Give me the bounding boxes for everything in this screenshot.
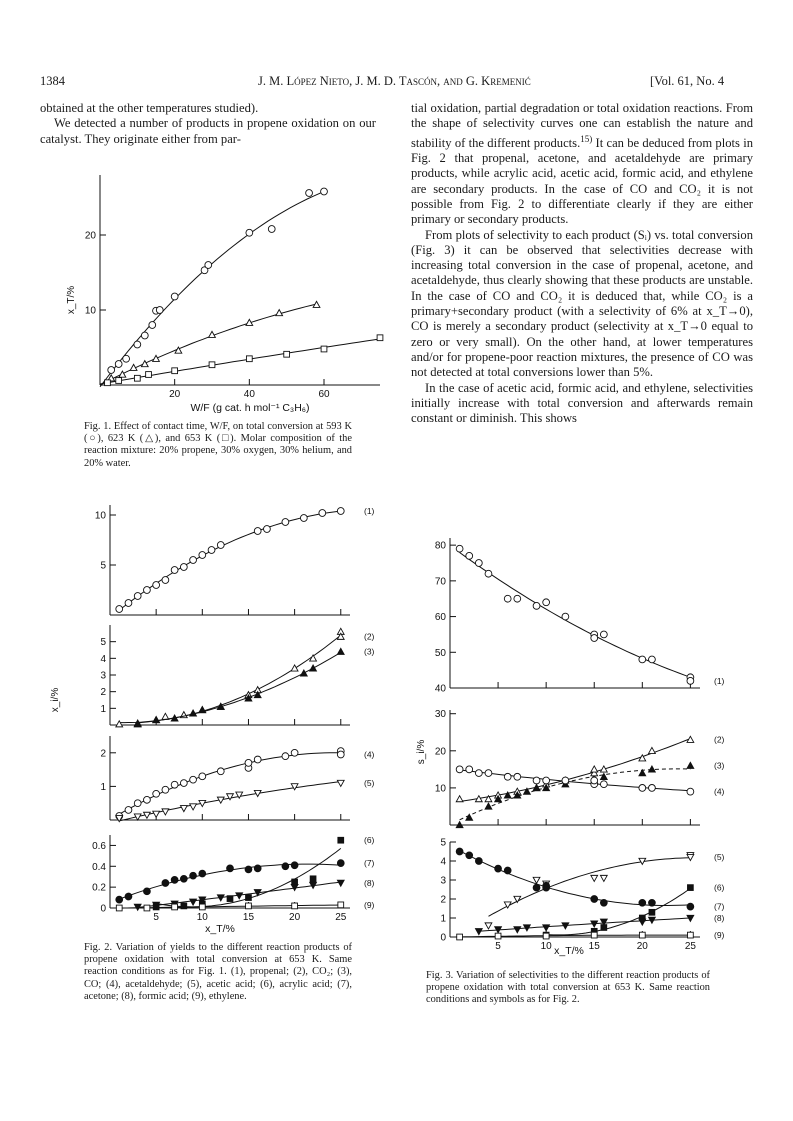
- figure-3-chart: [410, 530, 750, 960]
- data-point: [377, 335, 383, 341]
- paragraph: tial oxidation, partial degradation or total oxidation reactions. From the shape of selectivity curves one can establish the nature and stability of the different products.$^{15)}$ It can be deduced from plots in Fig. 2 that propenal, acetone, and acetaldehyde are primary products, while acrylic acid, acetic acid, formic acid, and ethylene are secondary products. In the case of CO and CO₂ it is not possible from Fig. 2 to differentiate clearly if they are either primary or secondary products.: [411, 101, 753, 227]
- data-point: [162, 713, 169, 719]
- figure-1-caption: Fig. 1. Effect of contact time, W/F, on total conversion at 593 K (○), 623 K (△), and 653 K (□). Molar composition of the reaction mixture: 20% propene, 30% oxygen, 30% helium, and 20% water.: [84, 421, 352, 469]
- data-point: [504, 867, 511, 874]
- data-point: [171, 567, 178, 574]
- data-point: [282, 863, 289, 870]
- data-point: [125, 893, 132, 900]
- y-axis-label: x_i/%: [50, 687, 61, 713]
- data-point: [172, 904, 178, 910]
- data-point: [291, 784, 298, 790]
- data-point: [687, 932, 693, 938]
- data-point: [116, 606, 123, 613]
- y-tick-label: 80: [434, 540, 446, 552]
- series-label: (3): [364, 646, 375, 657]
- y-tick-label: 1: [440, 913, 446, 925]
- series-label: (4): [714, 786, 725, 797]
- data-point: [268, 226, 275, 233]
- data-point: [245, 866, 252, 873]
- paragraph: We detected a number of products in propene oxidation on our catalyst. They originate either from par-: [40, 116, 376, 146]
- data-point: [591, 635, 598, 642]
- data-point: [246, 229, 253, 236]
- y-tick-label: 0: [100, 903, 106, 915]
- series-curve: [460, 739, 691, 802]
- data-point: [282, 519, 289, 526]
- data-point: [199, 870, 206, 877]
- data-point: [543, 599, 550, 606]
- data-point: [600, 766, 607, 772]
- series-label: (7): [364, 858, 375, 869]
- data-point: [284, 351, 290, 357]
- x-tick-label: 5: [495, 941, 501, 952]
- data-point: [639, 932, 645, 938]
- data-point: [171, 293, 178, 300]
- y-tick-label: 3: [440, 875, 446, 887]
- data-point: [171, 876, 178, 883]
- data-point: [485, 770, 492, 777]
- series-label: (5): [714, 852, 725, 863]
- data-point: [475, 858, 482, 865]
- data-point: [338, 837, 344, 843]
- y-tick-label: 20: [84, 230, 96, 242]
- data-point: [514, 773, 521, 780]
- series-label: (2): [714, 734, 725, 745]
- data-point: [116, 896, 123, 903]
- data-point: [199, 552, 206, 559]
- data-point: [514, 595, 521, 602]
- y-tick-label: 0: [440, 932, 446, 944]
- series-label: (8): [364, 877, 375, 888]
- data-point: [456, 545, 463, 552]
- data-point: [199, 773, 206, 780]
- series-label: (6): [714, 882, 725, 893]
- data-point: [149, 322, 156, 329]
- y-tick-label: 40: [434, 683, 446, 695]
- data-point: [543, 925, 550, 931]
- data-point: [162, 880, 169, 887]
- data-point: [687, 677, 694, 684]
- figure-3-caption: Fig. 3. Variation of selectivities to the different reaction products of propene oxidation with total conversion at 653 K. Same reaction conditions and symbols as for Fig. 2.: [426, 970, 710, 1006]
- data-point: [291, 862, 298, 869]
- figure-2-caption: Fig. 2. Variation of yields to the different reaction products of propene oxidation with total conversion at 653 K. Same reaction conditions as for Fig. 1. (1), propenal; (2), CO₂; (3), CO; (4), acetaldehyde; (5), acetic acid; (6), acrylic acid; (7), acetone; (8), formic acid; (9), ethylene.: [84, 942, 352, 1002]
- data-point: [649, 909, 655, 915]
- data-point: [208, 547, 215, 554]
- series-label: (4): [364, 749, 375, 760]
- data-point: [125, 600, 132, 607]
- data-point: [337, 508, 344, 515]
- running-head-volume: [Vol. 61, No. 4: [650, 74, 725, 88]
- data-point: [456, 796, 463, 802]
- data-point: [319, 510, 326, 517]
- y-tick-label: 0.6: [92, 840, 106, 852]
- x-tick-label: 25: [335, 912, 347, 923]
- series-label: (3): [714, 760, 725, 771]
- data-point: [543, 777, 550, 784]
- data-point: [144, 905, 150, 911]
- data-point: [533, 884, 540, 891]
- data-point: [162, 809, 169, 815]
- data-point: [115, 361, 122, 368]
- series-label: (6): [364, 835, 375, 846]
- data-point: [292, 903, 298, 909]
- data-point: [495, 933, 501, 939]
- y-tick-label: 50: [434, 647, 446, 659]
- x-tick-label: 10: [196, 912, 208, 923]
- data-point: [254, 756, 261, 763]
- data-point: [687, 885, 693, 891]
- data-point: [475, 560, 482, 567]
- left-column-text: [40, 101, 376, 147]
- data-point: [282, 753, 289, 760]
- y-tick-label: 3: [100, 670, 106, 682]
- data-point: [144, 587, 151, 594]
- figure-2-chart: [40, 500, 380, 940]
- y-tick-label: 2: [440, 894, 446, 906]
- data-point: [141, 332, 148, 339]
- data-point: [310, 665, 317, 671]
- data-point: [543, 884, 550, 891]
- data-point: [475, 770, 482, 777]
- data-point: [146, 372, 152, 378]
- data-point: [190, 557, 197, 564]
- y-tick-label: 10: [94, 510, 106, 522]
- data-point: [217, 542, 224, 549]
- data-point: [639, 770, 646, 776]
- data-point: [562, 613, 569, 620]
- y-tick-label: 5: [100, 637, 106, 649]
- page-number: 1384: [40, 74, 65, 88]
- data-point: [337, 860, 344, 867]
- y-tick-label: 2: [100, 687, 106, 699]
- series-curve: [100, 304, 317, 385]
- series-curve: [119, 635, 341, 722]
- paragraph: obtained at the other temperatures studied).: [40, 101, 259, 115]
- citation: 15): [580, 133, 593, 144]
- data-point: [227, 865, 234, 872]
- x-tick-label: 15: [588, 941, 600, 952]
- data-point: [649, 785, 656, 792]
- data-point: [153, 717, 160, 723]
- data-point: [141, 361, 148, 367]
- data-point: [246, 895, 252, 901]
- data-point: [562, 777, 569, 784]
- y-tick-label: 4: [440, 856, 446, 868]
- data-point: [156, 307, 163, 314]
- y-tick-label: 0.4: [92, 861, 106, 873]
- data-point: [116, 721, 123, 727]
- data-point: [190, 899, 197, 905]
- data-point: [125, 807, 132, 814]
- data-point: [300, 515, 307, 522]
- data-point: [591, 777, 598, 784]
- data-point: [246, 903, 252, 909]
- series-curve: [479, 918, 691, 931]
- series-curve: [460, 769, 691, 820]
- series-label: (8): [714, 913, 725, 923]
- data-point: [337, 780, 344, 786]
- data-point: [687, 762, 694, 768]
- data-point: [292, 879, 298, 885]
- y-tick-label: 60: [434, 612, 446, 624]
- data-point: [162, 786, 169, 793]
- data-point: [153, 582, 160, 589]
- y-tick-label: 10: [84, 305, 96, 317]
- data-point: [134, 800, 141, 807]
- x-tick-label: 15: [242, 912, 255, 923]
- series-label: (9): [714, 930, 725, 941]
- data-point: [485, 570, 492, 577]
- data-point: [291, 665, 298, 671]
- data-point: [687, 788, 694, 795]
- data-point: [116, 905, 122, 911]
- y-tick-label: 20: [434, 746, 446, 758]
- y-tick-label: 2: [100, 748, 106, 760]
- series-curve: [119, 753, 341, 815]
- data-point: [300, 670, 307, 676]
- data-point: [639, 656, 646, 663]
- data-point: [162, 577, 169, 584]
- right-column-text: [411, 101, 753, 426]
- x-tick-label: 5: [153, 912, 159, 923]
- x-tick-label: 20: [169, 389, 181, 400]
- data-point: [264, 526, 271, 533]
- series-label: (2): [364, 631, 375, 642]
- data-point: [205, 262, 212, 269]
- series-curve: [119, 511, 341, 610]
- y-tick-label: 0.2: [92, 882, 106, 894]
- data-point: [105, 380, 111, 386]
- data-point: [600, 781, 607, 788]
- data-point: [591, 875, 598, 881]
- data-point: [180, 806, 187, 812]
- data-point: [153, 811, 160, 817]
- paragraph: From plots of selectivity to each product (Sᵢ) vs. total conversion (Fig. 3) it can be observed that selectivities decrease with increasing total conversion in the case of propenal, acetone, and acetaldehyde, thus clearly showing that these products are unstable. In the case of CO and CO₂ it is deduced that, while CO₂ is a primary+secondary product (with a selectivity of 6% at x_T→0), CO is merely a secondary product (selectivity at x_T→0 equal to zero or very small). On the other hand, at lower temperatures and/or for propene-poor reaction mixtures, the presence of CO was not detected at total conversions lower than 5%.: [411, 227, 753, 380]
- x-tick-label: 20: [289, 912, 301, 923]
- data-point: [245, 759, 252, 766]
- x-tick-label: 25: [684, 941, 696, 952]
- data-point: [337, 648, 344, 654]
- data-point: [485, 803, 492, 809]
- data-point: [591, 766, 598, 772]
- data-point: [246, 356, 252, 362]
- data-point: [649, 656, 656, 663]
- data-point: [134, 593, 141, 600]
- x-tick-label: 40: [243, 389, 255, 400]
- y-tick-label: 30: [434, 709, 446, 721]
- data-point: [180, 875, 187, 882]
- y-axis-label: s_i/%: [416, 739, 427, 765]
- series-curve: [546, 888, 690, 935]
- data-point: [533, 877, 540, 883]
- series-label: (7): [714, 901, 725, 912]
- data-point: [600, 899, 607, 906]
- data-point: [153, 790, 160, 797]
- data-point: [181, 903, 187, 909]
- y-tick-label: 4: [100, 653, 106, 665]
- data-point: [190, 872, 197, 879]
- x-tick-label: 60: [318, 389, 330, 400]
- data-point: [321, 188, 328, 195]
- series-curve: [119, 782, 341, 821]
- data-point: [180, 564, 187, 571]
- y-tick-label: 5: [440, 837, 446, 849]
- data-point: [639, 919, 646, 925]
- x-axis-label: W/F (g cat. h mol⁻¹ C₃H₆): [190, 402, 310, 414]
- data-point: [338, 902, 344, 908]
- y-tick-label: 70: [434, 576, 446, 588]
- y-tick-label: 5: [100, 560, 106, 572]
- data-point: [337, 880, 344, 886]
- data-point: [291, 749, 298, 756]
- data-point: [134, 341, 141, 348]
- data-point: [533, 602, 540, 609]
- y-tick-label: 1: [100, 703, 106, 715]
- data-point: [119, 371, 126, 377]
- data-point: [504, 595, 511, 602]
- paragraph: In the case of acetic acid, formic acid, and ethylene, selectivities initially increase with total conversion and afterwards remain constant or diminish. This shows: [411, 380, 753, 426]
- data-point: [153, 355, 160, 361]
- data-point: [591, 896, 598, 903]
- data-point: [144, 888, 151, 895]
- data-point: [533, 777, 540, 784]
- data-point: [108, 367, 115, 374]
- data-point: [485, 923, 492, 929]
- data-point: [123, 355, 130, 362]
- data-point: [116, 378, 122, 384]
- data-point: [209, 362, 215, 368]
- x-tick-label: 20: [636, 941, 648, 952]
- running-head-authors: J. M. López Nieto, J. M. D. Tascón, and G. Kremenić: [258, 74, 531, 88]
- data-point: [180, 780, 187, 787]
- data-point: [600, 631, 607, 638]
- data-point: [217, 768, 224, 775]
- series-label: (5): [364, 778, 375, 789]
- data-point: [144, 796, 151, 803]
- data-point: [475, 929, 482, 935]
- data-point: [649, 766, 656, 772]
- data-point: [495, 865, 502, 872]
- y-tick-label: 1: [100, 781, 106, 793]
- data-point: [209, 331, 216, 337]
- data-point: [649, 899, 656, 906]
- data-point: [543, 933, 549, 939]
- x-axis-label: x_T/%: [554, 945, 584, 957]
- data-point: [466, 552, 473, 559]
- data-point: [337, 751, 344, 758]
- figure-1-chart: [60, 170, 390, 415]
- data-point: [190, 804, 197, 810]
- data-point: [591, 932, 597, 938]
- series-curve: [460, 553, 691, 678]
- data-point: [457, 934, 463, 940]
- series-curve: [100, 339, 380, 384]
- data-point: [639, 899, 646, 906]
- data-point: [456, 766, 463, 773]
- data-point: [310, 876, 316, 882]
- data-point: [190, 776, 197, 783]
- x-tick-label: 10: [540, 941, 552, 952]
- data-point: [172, 368, 178, 374]
- series-label: (1): [714, 675, 725, 686]
- y-axis-label: x_T/%: [66, 285, 77, 315]
- data-point: [466, 766, 473, 773]
- data-point: [321, 346, 327, 352]
- data-point: [254, 528, 261, 535]
- data-point: [649, 747, 656, 753]
- data-point: [514, 896, 521, 902]
- data-point: [466, 814, 473, 820]
- data-point: [504, 773, 511, 780]
- data-point: [276, 310, 283, 316]
- data-point: [199, 707, 206, 713]
- series-label: (1): [364, 506, 375, 516]
- series-curve: [100, 192, 324, 387]
- y-tick-label: 10: [434, 783, 446, 795]
- x-axis-label: x_T/%: [205, 923, 235, 935]
- data-point: [687, 903, 694, 910]
- data-point: [171, 781, 178, 788]
- data-point: [254, 865, 261, 872]
- data-point: [456, 848, 463, 855]
- data-point: [514, 927, 521, 933]
- data-point: [306, 190, 313, 197]
- data-point: [600, 875, 607, 881]
- data-point: [639, 785, 646, 792]
- data-point: [466, 852, 473, 859]
- data-point: [199, 904, 205, 910]
- data-point: [134, 375, 140, 381]
- series-label: (9): [364, 899, 375, 910]
- series-curve: [138, 652, 341, 723]
